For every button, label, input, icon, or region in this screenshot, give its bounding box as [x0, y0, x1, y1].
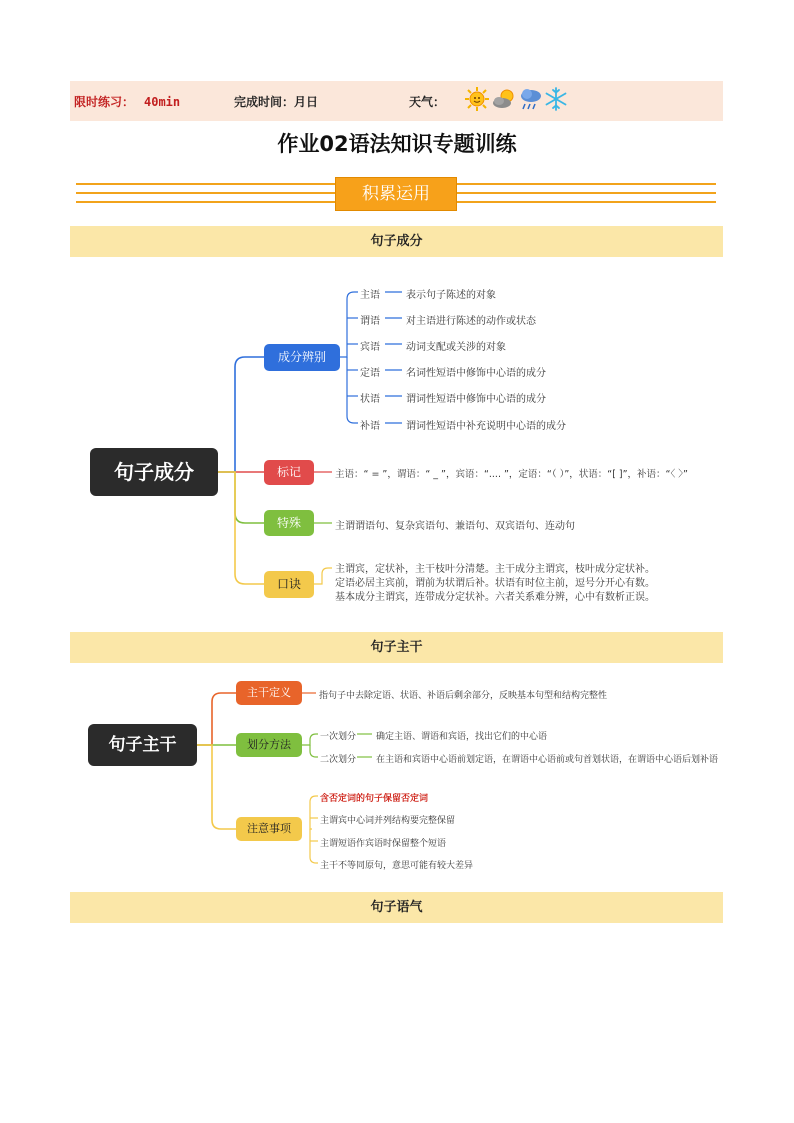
map1-branch-rhyme: 口诀: [264, 571, 314, 598]
rhyme-line: 定语必居主宾前，谓前为状谓后补。状语有时位主前，逗号分开心有数。: [335, 578, 655, 589]
method-name: 一次划分: [320, 732, 357, 742]
map1-branch-marks: 标记: [264, 460, 314, 485]
section-ribbon: 积累运用: [335, 177, 457, 211]
component-desc: 对主语进行陈述的动作或状态: [406, 316, 536, 327]
mark-symbols-text: 主语：“ = ”，谓语：“ _ ”，宾语：“.... ”，定语：“（ ）”，状语：“[ ]”，补语：“〈 〉”: [335, 469, 688, 480]
document-title: 作业02语法知识专题训练: [277, 132, 517, 156]
note-item: 主谓短语作宾语时保留整个短语: [320, 839, 447, 849]
component-name: 谓语: [360, 316, 380, 327]
component-name: 定语: [360, 368, 380, 379]
component-desc: 表示句子陈述的对象: [406, 290, 496, 301]
component-desc: 谓词性短语中补充说明中心语的成分: [406, 421, 566, 432]
map1-root-node: 句子成分: [90, 448, 218, 496]
map1-branch-identify: 成分辨别: [264, 344, 340, 371]
weather-label: 天气：: [409, 95, 446, 109]
section-band-sentence-components: 句子成分: [70, 226, 723, 257]
component-desc: 谓词性短语中修饰中心语的成分: [406, 394, 546, 405]
rhyme-line: 基本成分主谓宾，连带成分定状补。六者关系难分辨，心中有数析正误。: [335, 592, 655, 603]
map2-branch-definition: 主干定义: [236, 681, 302, 705]
method-name: 二次划分: [320, 755, 357, 765]
section-band-sentence-mood: 句子语气: [70, 892, 723, 923]
component-desc: 名词性短语中修饰中心语的成分: [406, 368, 546, 379]
special-sentences-text: 主谓谓语句、复杂宾语句、兼语句、双宾语句、连动句: [335, 521, 575, 532]
component-desc: 动词支配或关涉的对象: [406, 342, 506, 353]
note-item: 主干不等同原句，意思可能有较大差异: [320, 861, 474, 871]
method-desc: 在主语和宾语中心语前划定语，在谓语中心语前或句首划状语，在谓语中心语后划补语: [376, 755, 719, 765]
map2-root-node: 句子主干: [88, 724, 197, 766]
component-name: 主语: [360, 290, 380, 301]
note-item: 主谓宾中心词并列结构要完整保留: [320, 816, 456, 826]
map2-branch-notes: 注意事项: [236, 817, 302, 841]
note-item-highlight: 含否定词的句子保留否定词: [320, 794, 429, 804]
trunk-definition-text: 指句子中去除定语、状语、补语后剩余部分，反映基本句型和结构完整性: [319, 691, 608, 701]
component-name: 状语: [360, 394, 380, 405]
method-desc: 确定主语、谓语和宾语，找出它们的中心语: [376, 732, 548, 742]
rhyme-line: 主谓宾，定状补，主干枝叶分清楚。主干成分主谓宾，枝叶成分定状补。: [335, 564, 655, 575]
map2-branch-method: 划分方法: [236, 733, 302, 757]
map1-branch-special: 特殊: [264, 510, 314, 536]
completion-time-label: 完成时间：月日: [234, 95, 319, 109]
section-band-sentence-trunk: 句子主干: [70, 632, 723, 663]
component-name: 宾语: [360, 342, 380, 353]
time-limit-value: 40min: [144, 95, 181, 109]
component-name: 补语: [360, 421, 380, 432]
time-limit-label: 限时练习：: [74, 95, 135, 109]
